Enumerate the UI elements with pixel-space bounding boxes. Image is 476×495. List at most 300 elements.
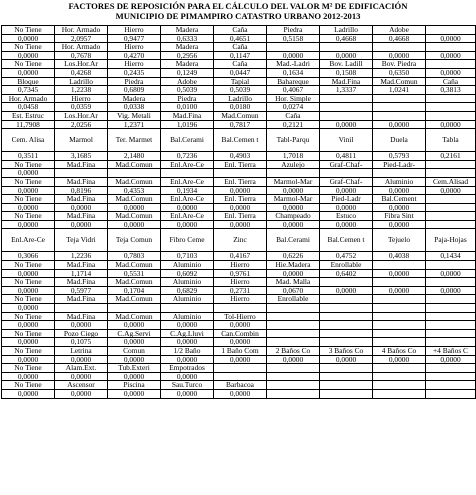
- table-cell: 0,0000: [214, 186, 267, 195]
- table-cell: Caña: [426, 77, 476, 86]
- table-cell: [214, 364, 267, 373]
- table-cell: Mad.Comun: [108, 261, 161, 270]
- table-cell: 0,0000: [55, 321, 108, 330]
- table-row: [2, 111, 476, 120]
- table-cell: Hor. Armado: [2, 94, 55, 103]
- table-cell: C.Ag.Lluvi: [161, 329, 214, 338]
- table-row: [2, 212, 476, 221]
- table-cell: Hierro: [55, 94, 108, 103]
- table-cell: 0,0000: [55, 220, 108, 229]
- table-cell: 0,0000: [108, 203, 161, 212]
- table-row: [2, 177, 476, 186]
- table-cell: Enl. Tierra: [214, 160, 267, 169]
- table-cell: 0,1508: [320, 68, 373, 77]
- table-cell: 1/2 Baño: [161, 347, 214, 356]
- table-cell: 0,1934: [161, 186, 214, 195]
- table-cell: 0,0000: [161, 220, 214, 229]
- table-cell: 0,1249: [161, 68, 214, 77]
- table-cell: Pozo Ciego: [55, 329, 108, 338]
- table-cell: 0,0000: [320, 203, 373, 212]
- table-cell: No Tiene: [2, 43, 55, 52]
- table-cell: Fibro Ceme: [161, 229, 214, 252]
- table-cell: 0,1704: [108, 286, 161, 295]
- table-cell: Piedra: [161, 94, 214, 103]
- table-cell: Bal.Cerami: [161, 129, 214, 152]
- table-cell: 0,0000: [108, 372, 161, 381]
- table-cell: [267, 304, 320, 313]
- table-cell: Aluminio: [161, 261, 214, 270]
- table-cell: [426, 220, 476, 229]
- table-cell: Hor. Armado: [55, 43, 108, 52]
- table-cell: No Tiene: [2, 312, 55, 321]
- table-cell: 0,0000: [267, 269, 320, 278]
- table-cell: Can.Combin: [214, 329, 267, 338]
- table-cell: 2 Baños Co: [267, 347, 320, 356]
- table-cell: Enl.Are-Ce: [161, 160, 214, 169]
- table-cell: 0,0000: [2, 389, 55, 398]
- table-cell: Mad.Comun: [108, 160, 161, 169]
- table-cell: [426, 278, 476, 287]
- table-cell: 0,9761: [214, 269, 267, 278]
- table-cell: [214, 169, 267, 178]
- table-cell: 1,2236: [55, 252, 108, 261]
- table-cell: [426, 261, 476, 270]
- table-cell: 0,7103: [161, 252, 214, 261]
- table-cell: [320, 321, 373, 330]
- table-cell: 0,0000: [2, 34, 55, 43]
- table-cell: 0,0000: [108, 321, 161, 330]
- table-cell: No Tiene: [2, 278, 55, 287]
- table-cell: Paja-Hojas: [426, 229, 476, 252]
- table-cell: 0,0000: [161, 321, 214, 330]
- table-cell: Mad.Comun: [108, 295, 161, 304]
- table-cell: Los.Hor.Ar: [55, 60, 108, 69]
- table-cell: 0,7817: [214, 120, 267, 129]
- table-cell: Aluminio: [161, 295, 214, 304]
- table-cell: Comun: [108, 347, 161, 356]
- table-cell: [426, 160, 476, 169]
- table-cell: [426, 43, 476, 52]
- table-row: [2, 295, 476, 304]
- table-cell: 0,0000: [320, 120, 373, 129]
- table-cell: 0,0000: [2, 68, 55, 77]
- table-cell: [426, 364, 476, 373]
- table-cell: 0,0000: [320, 355, 373, 364]
- table-row: [2, 389, 476, 398]
- table-cell: Hierro: [108, 26, 161, 35]
- table-cell: 0,6809: [108, 86, 161, 95]
- table-cell: Ter. Marmet: [108, 129, 161, 152]
- table-cell: 0,0000: [267, 203, 320, 212]
- table-cell: [373, 295, 426, 304]
- table-cell: [267, 372, 320, 381]
- table-cell: Duela: [373, 129, 426, 152]
- table-cell: Mad.Comun: [108, 177, 161, 186]
- table-cell: [267, 381, 320, 390]
- table-row: [2, 103, 476, 112]
- table-cell: [426, 372, 476, 381]
- table-cell: [267, 389, 320, 398]
- table-cell: 0,0000: [373, 269, 426, 278]
- table-cell: Cem. Alisa: [2, 129, 55, 152]
- table-cell: 0,0000: [2, 169, 55, 178]
- table-cell: 0,0274: [267, 103, 320, 112]
- table-cell: [373, 329, 426, 338]
- table-cell: [426, 321, 476, 330]
- table-cell: 0,8196: [55, 186, 108, 195]
- table-cell: [373, 43, 426, 52]
- table-cell: 0,4353: [108, 186, 161, 195]
- table-cell: [320, 329, 373, 338]
- table-row: [2, 338, 476, 347]
- table-cell: Barbacoa: [214, 381, 267, 390]
- table-cell: [426, 338, 476, 347]
- table-cell: [426, 329, 476, 338]
- table-cell: Mad.Fina: [55, 295, 108, 304]
- table-row: [2, 355, 476, 364]
- table-cell: Aluminio: [161, 312, 214, 321]
- table-cell: Hierro: [108, 43, 161, 52]
- table-cell: 1,1714: [55, 269, 108, 278]
- table-cell: 0,0000: [426, 355, 476, 364]
- table-cell: Mad.Fina: [55, 278, 108, 287]
- table-row: [2, 252, 476, 261]
- table-cell: [214, 372, 267, 381]
- title-line-1: FACTORES DE REPOSICIÓN PARA EL CÁLCULO DEL VALOR M² DE EDIFICACIÓN: [68, 1, 408, 11]
- table-row: [2, 60, 476, 69]
- table-cell: Ascensor: [55, 381, 108, 390]
- table-cell: [320, 364, 373, 373]
- table-cell: 0,0000: [108, 355, 161, 364]
- table-cell: Vig. Metali: [108, 111, 161, 120]
- table-cell: 0,3066: [2, 252, 55, 261]
- table-cell: 0,0000: [373, 286, 426, 295]
- table-cell: [426, 103, 476, 112]
- table-cell: No Tiene: [2, 160, 55, 169]
- table-cell: 3 Baños Co: [320, 347, 373, 356]
- table-cell: 0,2435: [108, 68, 161, 77]
- table-cell: 0,0000: [214, 203, 267, 212]
- table-cell: [373, 94, 426, 103]
- table-cell: 0,4903: [214, 152, 267, 161]
- table-cell: Letrina: [55, 347, 108, 356]
- table-cell: 0,0000: [214, 338, 267, 347]
- table-row: [2, 269, 476, 278]
- table-cell: 0,4651: [214, 34, 267, 43]
- table-cell: Ladrillo: [214, 94, 267, 103]
- table-cell: Caña: [214, 26, 267, 35]
- table-cell: Pied-Ladr-: [373, 160, 426, 169]
- table-cell: Enl.Are-Ce: [161, 212, 214, 221]
- table-cell: Alam.Ext.: [55, 364, 108, 373]
- table-cell: [373, 312, 426, 321]
- table-cell: [426, 312, 476, 321]
- table-row: [2, 304, 476, 313]
- table-cell: Mad.Comun: [108, 312, 161, 321]
- table-cell: [426, 203, 476, 212]
- table-cell: [320, 372, 373, 381]
- table-cell: 0,0000: [2, 304, 55, 313]
- table-cell: Hierro: [214, 261, 267, 270]
- table-row: [2, 329, 476, 338]
- table-cell: Fibra Sint: [373, 212, 426, 221]
- document-title: [0, 0, 476, 21]
- table-cell: Los.Hor.Ar: [55, 111, 108, 120]
- table-cell: Marmol-Mar: [267, 177, 320, 186]
- table-cell: Hierro: [214, 295, 267, 304]
- table-cell: Mad.Fina: [55, 160, 108, 169]
- table-cell: 0,0000: [320, 51, 373, 60]
- table-cell: 0,5039: [161, 86, 214, 95]
- table-cell: 0,0000: [161, 355, 214, 364]
- table-cell: Hierro: [214, 278, 267, 287]
- table-cell: 0,0000: [55, 203, 108, 212]
- table-cell: 1 Baño Com: [214, 347, 267, 356]
- table-cell: Mad.Comun: [373, 77, 426, 86]
- table-cell: [373, 389, 426, 398]
- table-cell: Tapial: [214, 77, 267, 86]
- table-cell: 0,0000: [426, 120, 476, 129]
- table-row: [2, 312, 476, 321]
- table-cell: Bal.Cemen t: [320, 229, 373, 252]
- table-cell: [320, 312, 373, 321]
- table-row: [2, 229, 476, 252]
- table-cell: Pied-Ladr: [320, 195, 373, 204]
- table-cell: 0,4038: [373, 252, 426, 261]
- table-cell: 0,0000: [55, 372, 108, 381]
- table-cell: Caña: [267, 111, 320, 120]
- table-cell: No Tiene: [2, 381, 55, 390]
- table-cell: Graf-Chaf-: [320, 177, 373, 186]
- table-cell: No Tiene: [2, 295, 55, 304]
- table-cell: [320, 43, 373, 52]
- table-cell: 0,5531: [108, 269, 161, 278]
- table-cell: [373, 103, 426, 112]
- table-row: [2, 77, 476, 86]
- table-cell: No Tiene: [2, 347, 55, 356]
- table-cell: [373, 169, 426, 178]
- table-cell: [426, 295, 476, 304]
- table-cell: 11,7908: [2, 120, 55, 129]
- table-cell: 0,0000: [161, 389, 214, 398]
- table-cell: 0,0000: [2, 286, 55, 295]
- table-cell: Mad.-Ladri: [267, 60, 320, 69]
- table-cell: Mad.Fina: [55, 195, 108, 204]
- table-cell: 0,6333: [161, 34, 214, 43]
- table-cell: Bov. Ladill: [320, 60, 373, 69]
- table-cell: Enl.Are-Ce: [161, 177, 214, 186]
- table-cell: 4 Baños Co: [373, 347, 426, 356]
- table-cell: [426, 389, 476, 398]
- table-cell: Tabla: [426, 129, 476, 152]
- table-cell: Est. Estruc: [2, 111, 55, 120]
- table-cell: Tub.Exteri: [108, 364, 161, 373]
- table-cell: Madera: [108, 94, 161, 103]
- table-cell: 1,3337: [320, 86, 373, 95]
- table-cell: Madera: [161, 60, 214, 69]
- table-cell: Champeado: [267, 212, 320, 221]
- table-cell: Mad.Comun: [214, 111, 267, 120]
- table-cell: Mad. Malla: [267, 278, 320, 287]
- table-cell: 0,4270: [108, 51, 161, 60]
- table-cell: [426, 26, 476, 35]
- table-cell: 0,1075: [55, 338, 108, 347]
- table-row: [2, 152, 476, 161]
- table-cell: 0,4167: [214, 252, 267, 261]
- table-cell: 0,0338: [108, 103, 161, 112]
- table-cell: 0,7236: [161, 152, 214, 161]
- table-cell: No Tiene: [2, 195, 55, 204]
- table-cell: [426, 381, 476, 390]
- table-cell: Piedra: [108, 77, 161, 86]
- table-cell: [426, 111, 476, 120]
- table-cell: 0,7678: [55, 51, 108, 60]
- table-cell: 0,4752: [320, 252, 373, 261]
- table-cell: Hie.Madera: [267, 261, 320, 270]
- table-cell: Mad.Fina: [55, 212, 108, 221]
- table-row: [2, 120, 476, 129]
- table-row: [2, 160, 476, 169]
- table-cell: Bal.Cement: [373, 195, 426, 204]
- table-cell: Vinil: [320, 129, 373, 152]
- table-cell: 0,0000: [214, 389, 267, 398]
- table-cell: [108, 169, 161, 178]
- table-cell: 0,1434: [426, 252, 476, 261]
- table-cell: [161, 304, 214, 313]
- table-cell: [373, 111, 426, 120]
- table-cell: 0,2121: [267, 120, 320, 129]
- table-cell: 0,0100: [161, 103, 214, 112]
- table-cell: [426, 60, 476, 69]
- table-cell: Estuco: [320, 212, 373, 221]
- table-row: [2, 51, 476, 60]
- table-cell: 0,0000: [2, 338, 55, 347]
- table-row: [2, 186, 476, 195]
- table-row: [2, 86, 476, 95]
- table-cell: Caña: [214, 43, 267, 52]
- table-cell: [320, 111, 373, 120]
- table-cell: 1,0241: [373, 86, 426, 95]
- table-cell: No Tiene: [2, 329, 55, 338]
- table-cell: 0,6092: [161, 269, 214, 278]
- table-cell: Azulejo: [267, 160, 320, 169]
- table-cell: Enl. Tierra: [214, 177, 267, 186]
- table-cell: 0,0180: [214, 103, 267, 112]
- table-cell: 0,5039: [214, 86, 267, 95]
- table-cell: 0,6829: [161, 286, 214, 295]
- table-cell: Zinc: [214, 229, 267, 252]
- table-cell: Mad.Fina: [55, 312, 108, 321]
- table-cell: Teja Vidri: [55, 229, 108, 252]
- table-cell: [373, 372, 426, 381]
- table-cell: 0,0000: [320, 220, 373, 229]
- table-cell: 0,4811: [320, 152, 373, 161]
- table-cell: 0,4668: [373, 34, 426, 43]
- table-cell: [161, 169, 214, 178]
- table-cell: 0,0670: [267, 286, 320, 295]
- table-cell: 1,7018: [267, 152, 320, 161]
- table-cell: Empotrados: [161, 364, 214, 373]
- table-cell: 0,0000: [267, 186, 320, 195]
- table-cell: Tol-Hierro: [214, 312, 267, 321]
- table-cell: 0,0000: [214, 220, 267, 229]
- table-cell: 0,0000: [426, 286, 476, 295]
- table-cell: 0,0000: [2, 203, 55, 212]
- table-cell: Mad.Fina: [161, 111, 214, 120]
- table-cell: 0,0000: [320, 286, 373, 295]
- table-row: [2, 26, 476, 35]
- table-cell: Enrollable: [267, 295, 320, 304]
- table-cell: No Tiene: [2, 177, 55, 186]
- table-row: [2, 203, 476, 212]
- table-cell: [267, 312, 320, 321]
- table-cell: [320, 295, 373, 304]
- table-cell: 0,0000: [2, 220, 55, 229]
- table-cell: [426, 195, 476, 204]
- table-cell: 0,0000: [426, 186, 476, 195]
- table-row: [2, 129, 476, 152]
- table-cell: Marmol: [55, 129, 108, 152]
- table-cell: [320, 169, 373, 178]
- table-cell: 0,0000: [267, 220, 320, 229]
- table-cell: 0,0000: [55, 355, 108, 364]
- table-cell: Bahareque: [267, 77, 320, 86]
- table-cell: 0,0000: [426, 34, 476, 43]
- table-cell: 1,0196: [161, 120, 214, 129]
- table-cell: +4 Baños C: [426, 347, 476, 356]
- table-row: [2, 34, 476, 43]
- table-cell: 0,0000: [373, 355, 426, 364]
- table-cell: Tabl-Parqu: [267, 129, 320, 152]
- table-row: [2, 321, 476, 330]
- table-cell: Enl. Tierra: [214, 212, 267, 221]
- table-cell: 3,1685: [55, 152, 108, 161]
- table-cell: Mad.Fina: [320, 77, 373, 86]
- table-cell: 0,6350: [373, 68, 426, 77]
- table-cell: No Tiene: [2, 212, 55, 221]
- table-cell: Sau.Turco: [161, 381, 214, 390]
- table-cell: [426, 304, 476, 313]
- table-cell: Adobe: [161, 77, 214, 86]
- table-cell: 0,0000: [161, 372, 214, 381]
- table-cell: 0,0000: [267, 51, 320, 60]
- table-row: [2, 364, 476, 373]
- table-cell: 1,2371: [108, 120, 161, 129]
- table-cell: Graf-Chaf-: [320, 160, 373, 169]
- table-cell: Enl.Are-Ce: [2, 229, 55, 252]
- table-cell: 0,5793: [373, 152, 426, 161]
- table-cell: 2,0256: [55, 120, 108, 129]
- table-cell: 0,4067: [267, 86, 320, 95]
- table-cell: Mad.Comun: [108, 212, 161, 221]
- table-cell: 0,0000: [426, 68, 476, 77]
- table-cell: 0,0000: [108, 389, 161, 398]
- table-cell: 0,7345: [2, 86, 55, 95]
- table-cell: Mad.Fina: [55, 261, 108, 270]
- table-cell: Mad.Comun: [108, 278, 161, 287]
- table-cell: 0,0000: [373, 51, 426, 60]
- table-cell: 0,0000: [267, 355, 320, 364]
- table-cell: 0,5977: [55, 286, 108, 295]
- table-cell: Hor. Armado: [55, 26, 108, 35]
- table-cell: [373, 338, 426, 347]
- table-cell: Mad.Comun: [108, 195, 161, 204]
- table-cell: 0,4668: [320, 34, 373, 43]
- table-cell: Hor. Simple: [267, 94, 320, 103]
- table-row: [2, 43, 476, 52]
- table-cell: 0,0000: [373, 220, 426, 229]
- table-cell: [267, 329, 320, 338]
